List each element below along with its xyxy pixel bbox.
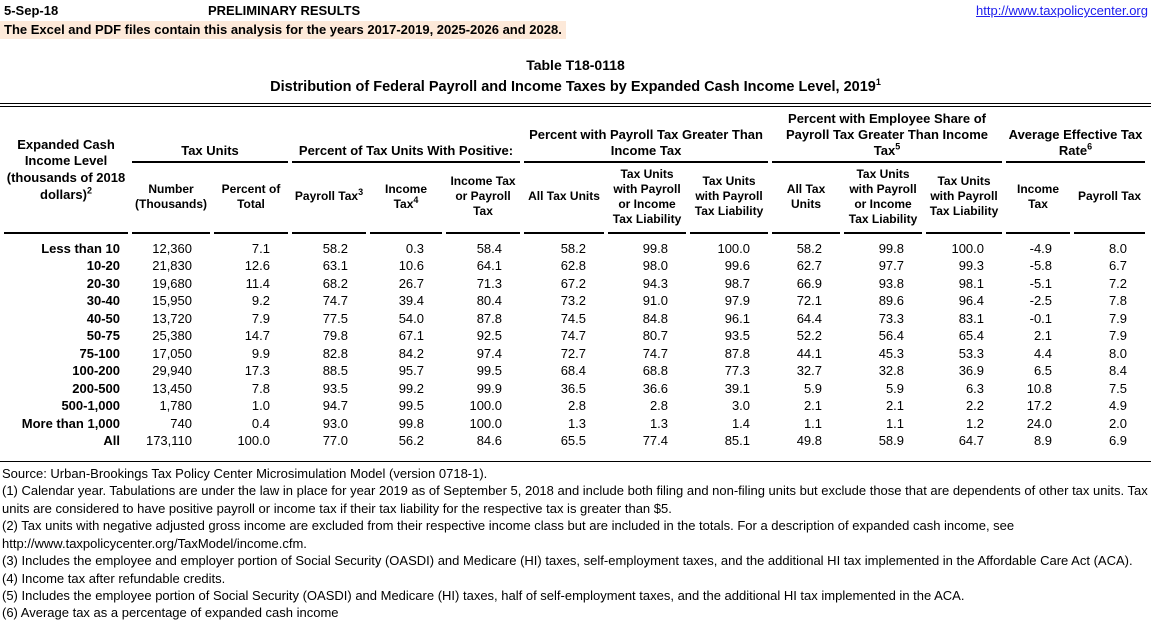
table-cell: 39.4: [398, 293, 424, 309]
table-cell: 84.2: [398, 345, 424, 361]
table-cell: 98.1: [958, 275, 985, 291]
column-label: Income Tax: [1017, 181, 1060, 211]
col-units-with-payroll-liability-1: [690, 163, 768, 234]
column-label: Tax Units with Payroll or Income Tax Liability: [612, 166, 682, 226]
table-cell: 6.3: [965, 380, 985, 396]
table-cell: 32.8: [878, 363, 905, 379]
table-cell: 3.0: [731, 398, 751, 414]
row-label: More than 1,000: [21, 415, 120, 431]
table-cell: 74.7: [322, 293, 348, 309]
col-avg-payroll-tax-rate: [1074, 163, 1145, 234]
footnote-6: (6) Average tax as a percentage of expanded cash income: [2, 605, 339, 621]
table-cell: 72.1: [796, 293, 823, 309]
table-cell: 8.9: [1033, 433, 1053, 449]
table-header: [4, 109, 1145, 234]
row-label: All: [103, 433, 120, 449]
table-row: [4, 415, 1145, 433]
col-percent-of-total: [214, 163, 288, 234]
group-average-effective-rate: [1006, 109, 1145, 163]
table-cell: 77.5: [322, 310, 348, 326]
table-cell: 49.8: [796, 433, 823, 449]
table-cell: 1.3: [567, 415, 587, 431]
table-cell: 94.3: [642, 275, 669, 291]
table-cell: 65.4: [958, 328, 985, 344]
table-cell: 7.5: [1108, 380, 1128, 396]
table-cell: 7.2: [1108, 275, 1128, 291]
table-cell: 7.1: [251, 240, 270, 256]
table-cell: 84.8: [642, 310, 669, 326]
table-cell: 98.0: [642, 258, 669, 274]
table-cell: 73.2: [560, 293, 587, 309]
col-all-tax-units-2: [772, 163, 840, 234]
table-cell: 64.7: [958, 433, 985, 449]
table-cell: 87.8: [476, 310, 503, 326]
row-label: 20-30: [86, 275, 120, 291]
table-cell: 36.5: [560, 380, 587, 396]
table-cell: 96.1: [724, 310, 751, 326]
table-cell: 10.8: [1026, 380, 1053, 396]
table-cell: 77.3: [724, 363, 751, 379]
row-label: 10-20: [86, 258, 120, 274]
table-row: [4, 345, 1145, 363]
column-label: Tax Units with Payroll Tax Liability: [929, 174, 999, 219]
footnote-2: (2) Tax units with negative adjusted gross income are excluded from their respective income class but are included in the totals. For a description of expanded cash income, see http://www.taxpolicycenter.org/TaxModel/income.cfm.: [2, 518, 1015, 551]
table-cell: 15,950: [152, 293, 192, 309]
table-cell: 91.0: [642, 293, 669, 309]
table-cell: 74.5: [560, 310, 587, 326]
col-income-tax: [370, 163, 442, 234]
table-row: [4, 234, 1145, 258]
table-cell: -4.9: [1029, 240, 1053, 256]
table-cell: 99.2: [398, 380, 424, 396]
table-cell: 100.0: [469, 398, 503, 414]
table-cell: 73.3: [878, 310, 905, 326]
table-cell: 11.4: [245, 275, 270, 291]
table-cell: 0.3: [405, 240, 424, 256]
table-cell: 173,110: [145, 433, 192, 449]
table-cell: 45.3: [878, 345, 905, 361]
group-label: Average Effective Tax Rate: [1008, 126, 1143, 158]
row-label: 30-40: [86, 293, 120, 309]
group-footnote-ref: 6: [1087, 141, 1093, 152]
row-label: 200-500: [72, 380, 120, 396]
footnote-1: (1) Calendar year. Tabulations are under the law in place for year 2019 as of September 5, 2018 and include both filing and non-filing units but exclude those that are dependents of other tax units. Tax units are considered to have positive payroll or income tax if their tax liability for the respective tax is greater than $5.: [2, 483, 1148, 516]
table-cell: 17.3: [244, 363, 270, 379]
col-units-with-payroll-or-income-liability-2: [844, 163, 922, 234]
table-cell: 99.8: [398, 415, 424, 431]
table-cell: 58.4: [476, 240, 503, 256]
analysis-notice: The Excel and PDF files contain this analysis for the years 2017-2019, 2025-2026 and 2028.: [0, 21, 566, 39]
table-cell: 21,830: [152, 258, 192, 274]
table-cell: 1.4: [731, 415, 751, 431]
table-cell: 12.6: [244, 258, 270, 274]
table-cell: 54.0: [398, 310, 424, 326]
table-cell: 68.8: [642, 363, 669, 379]
table-row: [4, 363, 1145, 381]
table-cell: 93.8: [878, 275, 905, 291]
group-label: Percent of Tax Units With Positive:: [298, 142, 514, 158]
row-header-cell: [4, 109, 128, 234]
table-cell: 99.8: [642, 240, 669, 256]
column-label: All Tax Units: [786, 181, 826, 211]
table-cell: 63.1: [322, 258, 348, 274]
column-label: Payroll Tax: [1077, 189, 1142, 204]
col-all-tax-units-1: [524, 163, 604, 234]
column-label: Tax Units with Payroll or Income Tax Liability: [848, 166, 918, 226]
footnote-5: (5) Includes the employee portion of Social Security (OASDI) and Medicare (HI) taxes, half of self-employment taxes, and the additional HI tax implemented in the ACA.: [2, 587, 965, 603]
table-cell: 1.0: [251, 398, 270, 414]
table-row: [4, 293, 1145, 311]
footnote-3: (3) Includes the employee and employer portion of Social Security (OASDI) and Medicare (HI) taxes, self-employment taxes, and the additional HI tax implemented in the Affordable Care Act (ACA).: [2, 553, 1133, 569]
table-cell: 39.1: [724, 380, 751, 396]
table-cell: 2.8: [649, 398, 669, 414]
table-cell: 9.2: [251, 293, 270, 309]
table-cell: 95.7: [398, 363, 424, 379]
table-row: [4, 258, 1145, 276]
table-cell: 9.9: [251, 345, 270, 361]
table-cell: 80.4: [476, 293, 503, 309]
group-footnote-ref: 5: [895, 141, 901, 152]
col-units-with-payroll-liability-2: [926, 163, 1002, 234]
group-header-row: [4, 109, 1145, 163]
preliminary-status: PRELIMINARY RESULTS: [208, 3, 361, 18]
table-cell: 83.1: [958, 310, 985, 326]
table-title: [0, 79, 1151, 95]
table-cell: 7.8: [251, 380, 270, 396]
table-cell: -5.8: [1029, 258, 1053, 274]
table-cell: 58.2: [322, 240, 348, 256]
table-cell: 56.4: [878, 328, 905, 344]
table-cell: 100.0: [469, 415, 503, 431]
table-cell: 99.8: [878, 240, 905, 256]
table-cell: 53.3: [958, 345, 985, 361]
group-label: Percent with Employee Share of Payroll Tax Greater Than Income Tax: [785, 111, 989, 158]
table-cell: 14.7: [244, 328, 270, 344]
table-cell: -0.1: [1029, 310, 1053, 326]
title-block: [0, 57, 1151, 95]
table-cell: 99.5: [476, 363, 503, 379]
column-header-row: [4, 163, 1145, 234]
table-cell: 92.5: [476, 328, 503, 344]
report-date: 5-Sep-18: [4, 3, 59, 18]
table-cell: 6.9: [1108, 433, 1128, 449]
table-cell: 77.4: [642, 433, 669, 449]
table-cell: 67.1: [398, 328, 424, 344]
table-cell: 84.6: [476, 433, 503, 449]
table-cell: 17,050: [152, 345, 192, 361]
table-row: [4, 398, 1145, 416]
table-title-text: Distribution of Federal Payroll and Income Taxes by Expanded Cash Income Level, 2019: [270, 79, 876, 95]
table-cell: 13,450: [152, 380, 192, 396]
table-row: [4, 433, 1145, 451]
column-label: Income Tax: [384, 181, 427, 211]
row-label: 75-100: [79, 345, 120, 361]
table-cell: 80.7: [642, 328, 669, 344]
table-row: [4, 275, 1145, 293]
column-label: Number (Thousands): [135, 181, 207, 211]
table-cell: 19,680: [152, 275, 192, 291]
table-top-rule: [0, 103, 1151, 107]
table-cell: -2.5: [1029, 293, 1053, 309]
table-cell: -5.1: [1029, 275, 1053, 291]
table-cell: 4.9: [1108, 398, 1128, 414]
table-cell: 8.0: [1108, 240, 1128, 256]
table-cell: 2.1: [885, 398, 905, 414]
top-bar: [0, 3, 1151, 19]
table-cell: 77.0: [322, 433, 348, 449]
table-cell: 6.7: [1108, 258, 1128, 274]
column-label: Tax Units with Payroll Tax Liability: [694, 174, 764, 219]
table-cell: 1.1: [803, 415, 823, 431]
table-cell: 64.4: [796, 310, 823, 326]
table-cell: 12,360: [152, 240, 192, 256]
column-footnote-ref: 4: [413, 194, 419, 205]
table-cell: 7.9: [1108, 310, 1128, 326]
footnote-source: Source: Urban-Brookings Tax Policy Center Microsimulation Model (version 0718-1).: [2, 466, 488, 482]
row-label: 100-200: [72, 363, 120, 379]
group-employee-share-greater: [772, 109, 1002, 163]
table-cell: 36.9: [958, 363, 985, 379]
table-cell: 58.9: [878, 433, 905, 449]
group-percent-positive: [292, 109, 520, 163]
table-cell: 96.4: [958, 293, 985, 309]
table-cell: 62.8: [560, 258, 587, 274]
table-cell: 93.5: [322, 380, 348, 396]
table-cell: 97.4: [476, 345, 503, 361]
table-cell: 8.4: [1108, 363, 1128, 379]
table-cell: 36.6: [642, 380, 669, 396]
table-cell: 100.0: [237, 433, 270, 449]
table-cell: 26.7: [398, 275, 424, 291]
table-cell: 24.0: [1026, 415, 1053, 431]
group-payroll-greater: [524, 109, 768, 163]
table-number: Table T18-0118: [526, 57, 625, 73]
group-label: Percent with Payroll Tax Greater Than Income Tax: [529, 126, 763, 158]
table-cell: 94.7: [322, 398, 348, 414]
table-cell: 64.1: [476, 258, 503, 274]
table-row: [4, 380, 1145, 398]
table-row: [4, 328, 1145, 346]
col-avg-income-tax-rate: [1006, 163, 1070, 234]
table-cell: 66.9: [796, 275, 823, 291]
table-cell: 58.2: [796, 240, 823, 256]
table-cell: 2.2: [965, 398, 985, 414]
table-cell: 82.8: [322, 345, 348, 361]
column-label: Percent of Total: [221, 181, 281, 211]
table-cell: 88.5: [322, 363, 348, 379]
table-cell: 67.2: [560, 275, 587, 291]
table-cell: 2.8: [567, 398, 587, 414]
table-cell: 85.1: [724, 433, 751, 449]
column-footnote-ref: 3: [358, 187, 364, 198]
table-cell: 1.3: [649, 415, 669, 431]
table-cell: 100.0: [951, 240, 985, 256]
row-label: 40-50: [86, 310, 120, 326]
table-cell: 97.7: [878, 258, 905, 274]
data-table: [0, 109, 1149, 450]
table-cell: 93.5: [724, 328, 751, 344]
table-cell: 99.3: [958, 258, 985, 274]
table-cell: 2.0: [1108, 415, 1128, 431]
table-cell: 62.7: [796, 258, 823, 274]
group-label: Tax Units: [181, 142, 239, 158]
table-cell: 44.1: [796, 345, 823, 361]
table-row: [4, 310, 1145, 328]
table-cell: 74.7: [560, 328, 587, 344]
table-bottom-rule: [0, 461, 1151, 462]
table-cell: 74.7: [642, 345, 669, 361]
table-cell: 99.6: [724, 258, 751, 274]
table-cell: 25,380: [152, 328, 192, 344]
table-cell: 71.3: [476, 275, 503, 291]
table-cell: 5.9: [885, 380, 905, 396]
table-cell: 13,720: [152, 310, 192, 326]
row-label: 500-1,000: [61, 398, 120, 414]
table-cell: 29,940: [152, 363, 192, 379]
table-cell: 2.1: [803, 398, 823, 414]
table-cell: 98.7: [724, 275, 751, 291]
table-cell: 1.1: [885, 415, 905, 431]
table-cell: 93.0: [322, 415, 348, 431]
row-header-text: Expanded Cash Income Level (thousands of 2018 dollars): [6, 136, 126, 203]
table-body: [4, 234, 1145, 451]
table-cell: 740: [170, 415, 192, 431]
row-label: Less than 10: [41, 240, 120, 256]
table-cell: 97.9: [724, 293, 751, 309]
col-number-thousands: [132, 163, 210, 234]
page: [0, 3, 1151, 622]
footnotes: [0, 465, 1151, 622]
table-cell: 79.8: [322, 328, 348, 344]
table-cell: 32.7: [796, 363, 823, 379]
table-cell: 68.2: [322, 275, 348, 291]
col-income-or-payroll-tax: [446, 163, 520, 234]
table-cell: 99.9: [476, 380, 503, 396]
table-cell: 6.5: [1033, 363, 1053, 379]
table-cell: 72.7: [560, 345, 587, 361]
table-cell: 56.2: [398, 433, 424, 449]
table-cell: 65.5: [560, 433, 587, 449]
table-cell: 7.8: [1108, 293, 1128, 309]
table-cell: 89.6: [878, 293, 905, 309]
table-cell: 7.9: [1108, 328, 1128, 344]
column-label: Payroll Tax: [294, 189, 359, 204]
table-cell: 52.2: [796, 328, 823, 344]
table-cell: 100.0: [717, 240, 751, 256]
table-cell: 1.2: [965, 415, 985, 431]
footnote-4: (4) Income tax after refundable credits.: [2, 570, 226, 586]
table-cell: 2.1: [1033, 328, 1053, 344]
table-cell: 68.4: [560, 363, 587, 379]
table-cell: 8.0: [1108, 345, 1128, 361]
table-cell: 7.9: [251, 310, 270, 326]
table-cell: 10.6: [398, 258, 424, 274]
row-label: 50-75: [86, 328, 120, 344]
group-tax-units: [132, 109, 288, 163]
column-label: Income Tax or Payroll Tax: [450, 174, 516, 219]
col-payroll-tax: [292, 163, 366, 234]
table-cell: 5.9: [803, 380, 823, 396]
table-cell: 87.8: [724, 345, 751, 361]
table-cell: 1,780: [159, 398, 192, 414]
table-cell: 17.2: [1026, 398, 1053, 414]
column-label: All Tax Units: [528, 189, 600, 204]
table-cell: 0.4: [251, 415, 270, 431]
taxpolicycenter-link[interactable]: http://www.taxpolicycenter.org: [976, 3, 1148, 18]
table-cell: 99.5: [398, 398, 424, 414]
table-cell: 4.4: [1033, 345, 1053, 361]
row-header-footnote-ref: 2: [86, 185, 92, 196]
col-units-with-payroll-or-income-liability-1: [608, 163, 686, 234]
table-cell: 58.2: [560, 240, 587, 256]
table-title-footnote-ref: 1: [875, 77, 881, 88]
